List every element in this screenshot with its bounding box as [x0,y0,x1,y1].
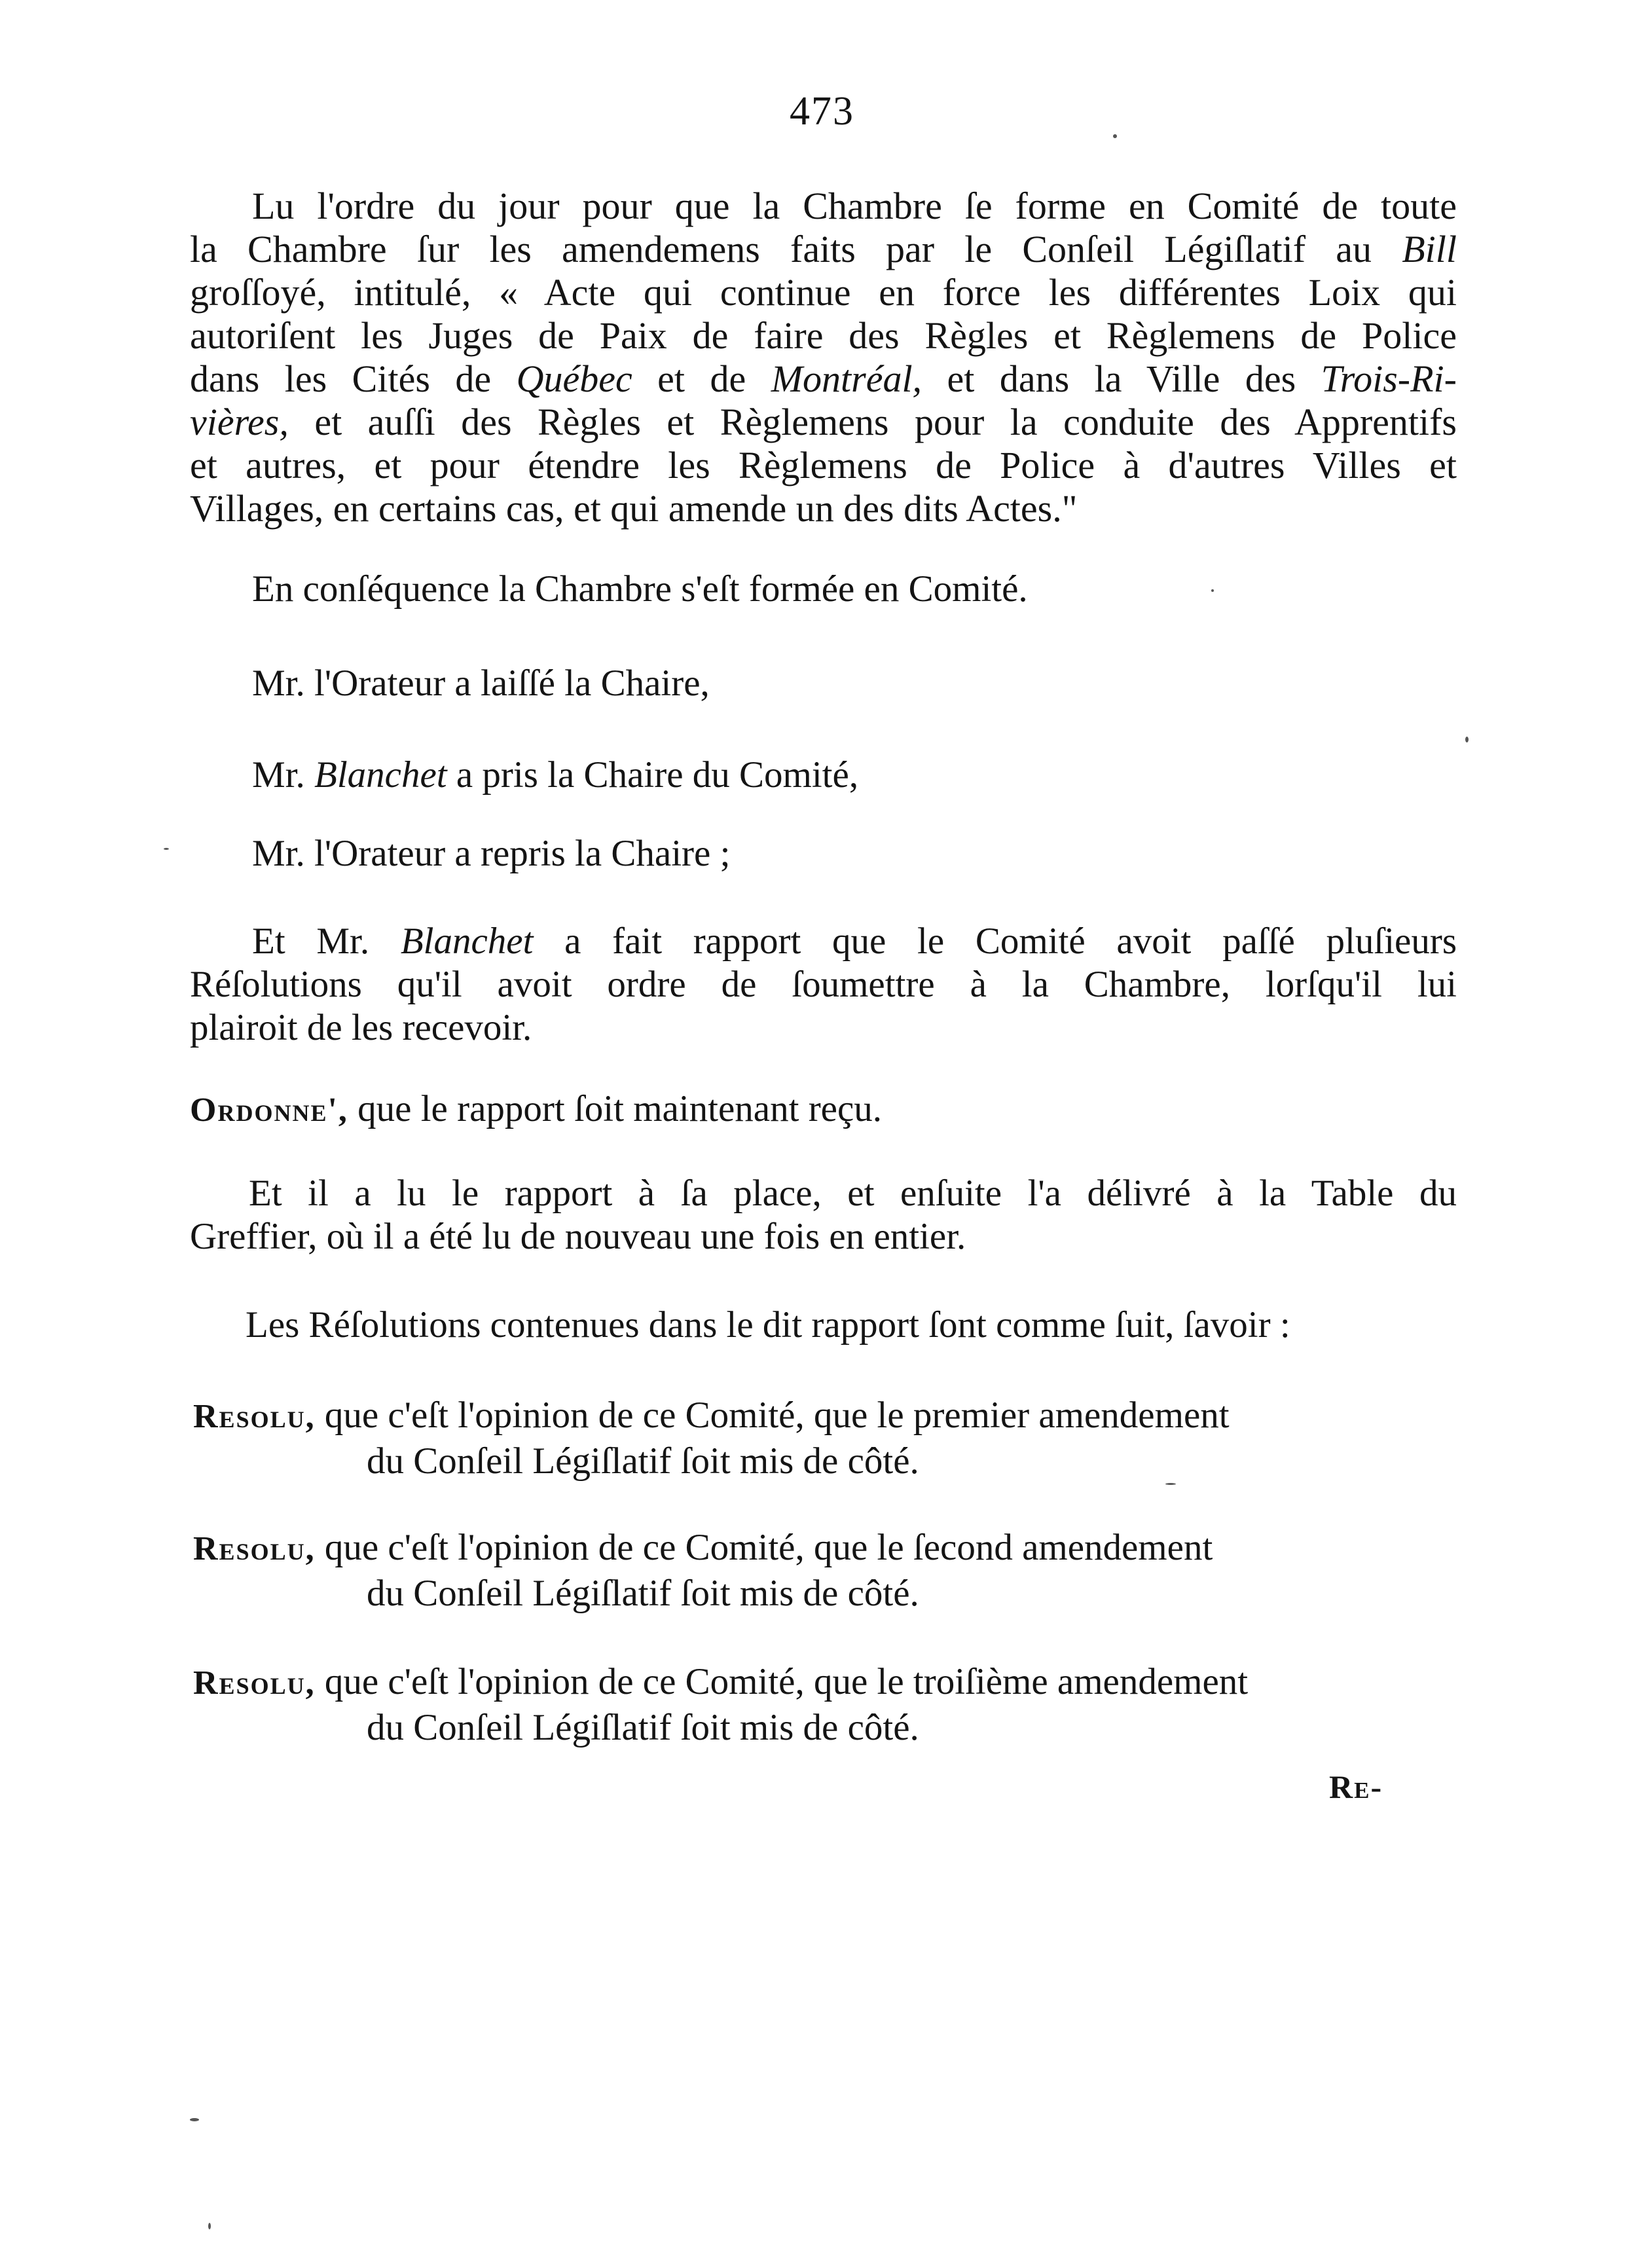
text-line: Villages, en certains cas, et qui amende un des dits Actes." [190,487,1078,530]
member-name: Blanchet [314,754,447,796]
text-rest: que c'eſt l'opinion de ce Comité, que le ſecond amendement [324,1527,1213,1568]
paper-speck [1113,134,1117,138]
paragraph-resolutions-intro [246,1303,1457,1347]
resolution-3 [193,1660,1457,1750]
resolved-keyword: Resolu, [193,1398,316,1435]
paper-speck [1211,589,1214,592]
text-line [193,1526,1457,1571]
member-name: Blanchet [400,921,534,962]
text-line: et autres, et pour étendre les Règlemens de Police à d'autres Villes et [190,444,1457,486]
text-rest: que le rapport ſoit maintenant reçu. [357,1088,883,1129]
paragraph-house-in-committee [252,567,1234,612]
text-rest: que c'eſt l'opinion de ce Comité, que le premier amendement [324,1395,1230,1436]
text-line: Mr. l'Orateur a laiſſé la Chaire, [252,663,710,704]
text-rest: que c'eſt l'opinion de ce Comité, que le troiſième amendement [324,1661,1249,1702]
text-line: du Conſeil Légiſlatif ſoit mis de côté. [367,1440,919,1482]
paper-speck [164,848,169,850]
paragraph-blanchet-chair [252,753,1234,797]
resolved-keyword: Resolu, [193,1530,316,1567]
text-rest: a fait rapport que le Comité avoit paſſé pluſieurs [564,921,1457,962]
text-fragment: dans les Cités de Québec et de Montréal, et dans la Ville des Trois-Ri- [190,357,1457,400]
paragraph-speaker-left [252,661,1234,706]
resolution-2 [193,1526,1457,1616]
page-number: 473 [790,89,854,134]
paper-speck [1165,1483,1176,1485]
text-line: Et il a lu le rapport à ſa place, et enſuite l'a délivré à la Table du [249,1173,1457,1214]
resolution-1 [193,1393,1457,1484]
paragraph-read-report [190,1172,1457,1258]
text-line: autoriſent les Juges de Paix de faire des Règles et Règlemens de Police [190,314,1457,357]
text-line: plairoit de les recevoir. [190,1007,532,1048]
resolved-keyword: Resolu, [193,1664,316,1702]
paragraph-order-of-day [190,185,1457,530]
text-prefix: Mr. [252,754,305,796]
text-line: Greffier, où il a été lu de nouveau une fois en entier. [190,1216,966,1257]
text-line [190,401,1457,444]
paper-speck [1465,737,1469,742]
text-rest: a pris la Chaire du Comité, [456,754,859,796]
paragraph-speaker-resumed [252,832,1234,876]
text-line: Lu l'ordre du jour pour que la Chambre ſe forme en Comité de toute [252,185,1457,227]
text-fragment: la Chambre ſur les amendemens faits par le Conſeil Légiſlatif au Bill [190,228,1457,270]
text-line: Réſolutions qu'il avoit ordre de ſoumettre à la Chambre, lorſqu'il lui [190,964,1457,1005]
paper-speck [190,2118,199,2121]
text-line: du Conſeil Légiſlatif ſoit mis de côté. [367,1707,919,1748]
text-line: du Conſeil Légiſlatif ſoit mis de côté. [367,1573,919,1614]
text-line [190,228,1457,271]
paragraph-ordered [190,1087,1368,1133]
text-line: groſſoyé, intitulé, « Acte qui continue en force les différentes Loix qui [190,271,1457,314]
text-line [190,920,1457,963]
text-line [193,1393,1457,1439]
text-line: Mr. l'Orateur a repris la Chaire ; [252,833,731,874]
text-line: Les Réſolutions contenues dans le dit rapport ſont comme ſuit, ſavoir : [246,1304,1290,1345]
ordered-keyword: Ordonne', [190,1091,348,1129]
paper-speck [208,2223,211,2229]
text-line [190,357,1457,401]
paragraph-report [190,920,1457,1050]
catchword: Re- [1329,1768,1383,1805]
text-line: En conſéquence la Chambre s'eſt formée en Comité. [252,568,1028,610]
text-line [193,1660,1457,1706]
text-fragment: vières, et auſſi des Règles et Règlemens pour la conduite des Apprentifs [190,401,1457,443]
text-prefix: Et Mr. [252,921,370,962]
